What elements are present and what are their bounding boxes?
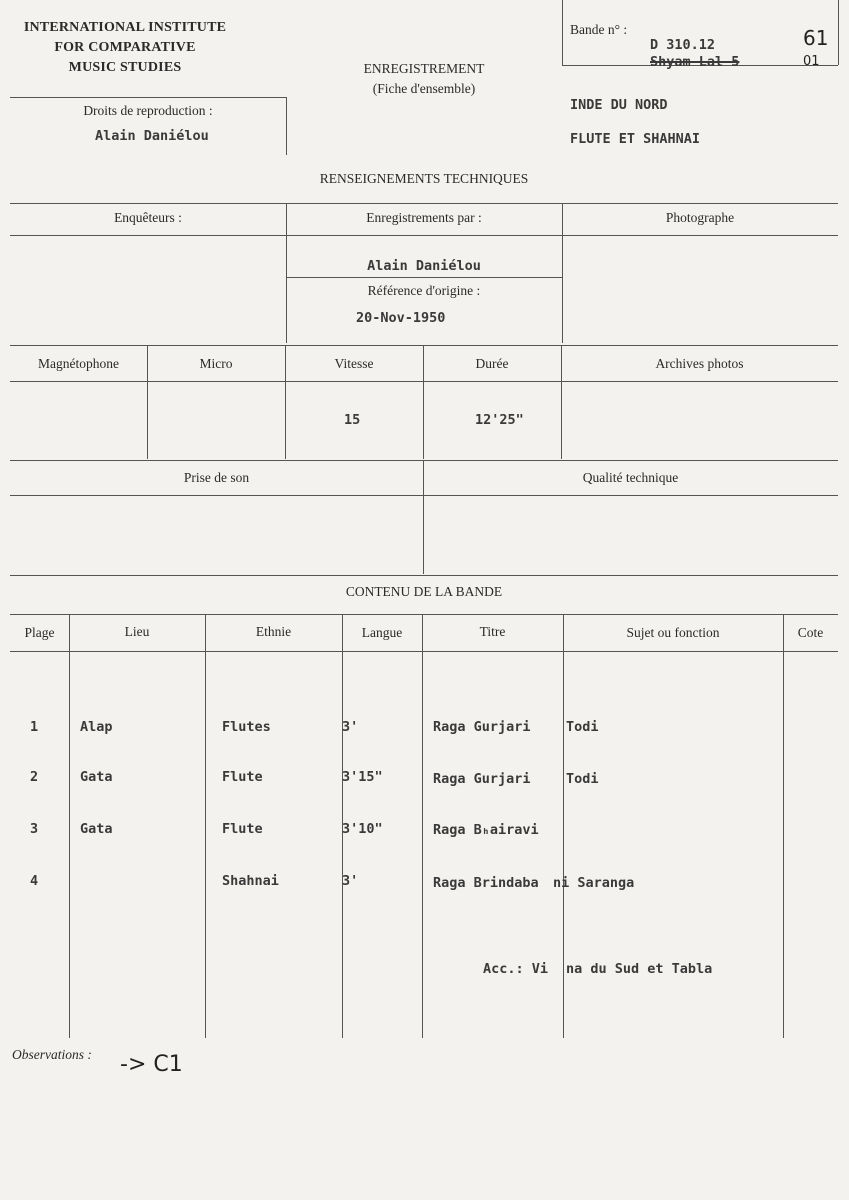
row-2-langue: 3'15": [342, 769, 383, 785]
bande-label: Bande n° :: [570, 22, 628, 37]
contenu-section-title: CONTENU DE LA BANDE: [345, 584, 503, 599]
col-header-ethnie: Ethnie: [255, 624, 292, 639]
row-4-sujet: ni Saranga: [553, 875, 635, 891]
row-1-sujet: Todi: [566, 719, 599, 735]
row-3-titre: Raga Bₕairavi: [433, 822, 539, 838]
col-header-lieu: Lieu: [124, 624, 150, 639]
row-4-ethnie: Shahnai: [222, 873, 279, 889]
accompaniment-right: na du Sud et Tabla: [566, 961, 713, 977]
rule: [10, 381, 838, 382]
row-3-lieu: Gata: [80, 821, 113, 837]
rule: [562, 0, 563, 65]
rule: [563, 614, 564, 1038]
col-header-titre: Titre: [479, 624, 506, 639]
row-4-plage: 4: [30, 873, 39, 889]
row-2-ethnie: Flute: [222, 769, 263, 785]
row-4-titre: Raga Brindaba: [433, 875, 539, 891]
institute-line-2: FOR COMPARATIVE: [54, 40, 196, 55]
rule: [838, 0, 839, 65]
form-subtitle: (Fiche d'ensemble): [372, 81, 476, 96]
rule: [10, 651, 838, 652]
rule: [783, 614, 784, 1038]
row-2-sujet: Todi: [566, 771, 599, 787]
accompaniment-left: Acc.: Vi: [483, 961, 549, 977]
prise-label: Prise de son: [183, 470, 250, 485]
rule: [10, 203, 838, 204]
observations-label: Observations :: [12, 1047, 92, 1062]
rule: [10, 235, 838, 236]
col-header-plage: Plage: [24, 625, 55, 640]
form-title: ENREGISTREMENT: [363, 61, 485, 76]
rule: [10, 345, 838, 346]
col-header-sujet: Sujet ou fonction: [626, 625, 720, 640]
bande-number: D 310.12: [650, 37, 716, 53]
bande-hand-top: 61: [803, 26, 829, 50]
institute-line-1: INTERNATIONAL INSTITUTE: [23, 20, 227, 35]
col-header-langue: Langue: [361, 625, 403, 640]
reference-label: Référence d'origine :: [367, 283, 481, 298]
row-1-plage: 1: [30, 719, 39, 735]
tech-section-title: RENSEIGNEMENTS TECHNIQUES: [319, 171, 529, 186]
row-3-plage: 3: [30, 821, 39, 837]
duree-value: 12'25": [475, 412, 524, 428]
reference-value: 20-Nov-1950: [356, 310, 446, 326]
magnetophone-label: Magnétophone: [38, 356, 119, 371]
institute-line-3: MUSIC STUDIES: [68, 60, 182, 75]
row-1-ethnie: Flutes: [222, 719, 271, 735]
rule: [10, 97, 287, 98]
bande-struck-number: Shyam-Lal-5: [650, 54, 740, 70]
duree-label: Durée: [475, 356, 509, 371]
droits-label: Droits de reproduction :: [83, 103, 213, 118]
row-2-lieu: Gata: [80, 769, 113, 785]
vitesse-value: 15: [344, 412, 361, 428]
archives-label: Archives photos: [655, 356, 744, 371]
row-4-langue: 3': [342, 873, 359, 889]
rule: [10, 495, 838, 496]
instruments: FLUTE ET SHAHNAI: [570, 131, 701, 147]
col-header-cote: Cote: [797, 625, 824, 640]
rule: [69, 614, 70, 1038]
row-1-langue: 3': [342, 719, 359, 735]
bande-hand-bottom: 01: [803, 54, 820, 69]
enqueteurs-label: Enquêteurs :: [114, 210, 182, 225]
droits-value: Alain Daniélou: [95, 128, 209, 144]
enregistrements-label: Enregistrements par :: [366, 210, 482, 225]
rule: [286, 277, 562, 278]
rule: [10, 614, 838, 615]
enregistrements-value: Alain Daniélou: [367, 258, 481, 274]
region: INDE DU NORD: [570, 97, 668, 113]
qualite-label: Qualité technique: [582, 470, 679, 485]
rule: [10, 575, 838, 576]
rule: [205, 614, 206, 1038]
rule: [286, 97, 287, 155]
vitesse-label: Vitesse: [334, 356, 374, 371]
row-2-titre: Raga Gurjari: [433, 771, 531, 787]
row-3-ethnie: Flute: [222, 821, 263, 837]
row-3-langue: 3'10": [342, 821, 383, 837]
micro-label: Micro: [199, 356, 233, 371]
rule: [10, 460, 838, 461]
observations-value: -> C1: [120, 1052, 183, 1077]
row-1-lieu: Alap: [80, 719, 113, 735]
rule: [422, 614, 423, 1038]
photographe-label: Photographe: [665, 210, 735, 225]
row-1-titre: Raga Gurjari: [433, 719, 531, 735]
row-2-plage: 2: [30, 769, 39, 785]
